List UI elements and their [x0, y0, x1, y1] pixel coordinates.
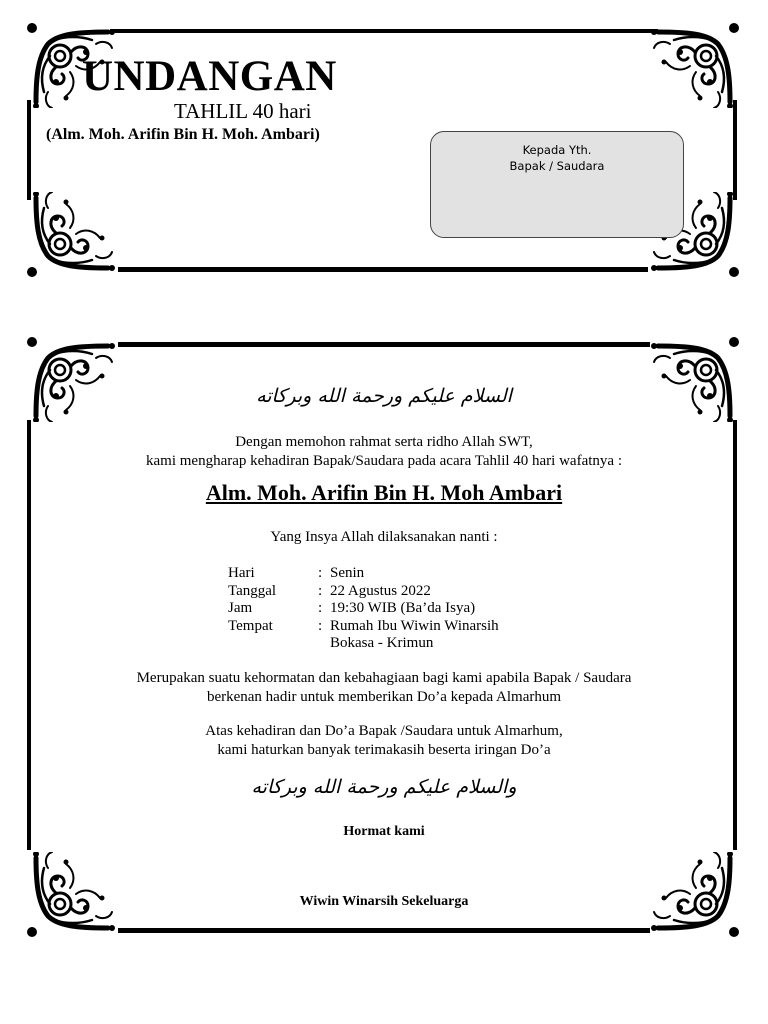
detail-label — [228, 635, 318, 653]
detail-value: 22 Agustus 2022 — [330, 582, 431, 599]
detail-label: Tempat — [228, 617, 273, 634]
detail-colon: : — [318, 600, 323, 616]
closing-paragraph-1-line-2: berkenan hadir untuk memberikan Do’a kepada Almarhum — [206, 689, 562, 705]
closing-paragraph-2-line-2: kami haturkan banyak terimakasih beserta iringan Do’a — [217, 742, 551, 758]
card-bottom-border — [118, 928, 650, 933]
detail-value: 19:30 WIB (Ba’da Isya) — [330, 600, 476, 616]
arabic-greeting: السلام عليكم ورحمة الله وبركاته — [256, 385, 512, 407]
intro-line-1: Dengan memohon rahmat serta ridho Allah SWT, — [235, 434, 533, 450]
detail-row — [228, 635, 499, 653]
deceased-name-header: (Alm. Moh. Arifin Bin H. Moh. Ambari) — [46, 126, 320, 143]
event-details-table — [228, 565, 499, 653]
corner-ornament-icon — [648, 336, 740, 422]
detail-label: Tanggal — [228, 582, 277, 599]
detail-value: Rumah Ibu Wiwin Winarsih — [330, 617, 499, 634]
detail-row — [228, 565, 499, 583]
detail-colon: : — [318, 617, 323, 634]
schedule-intro: Yang Insya Allah dilaksanakan nanti : — [270, 529, 498, 545]
detail-row — [228, 600, 499, 618]
deceased-name: Alm. Moh. Arifin Bin H. Moh Ambari — [205, 480, 563, 505]
address-line-salutation: Bapak / Saudara — [509, 159, 605, 173]
invitation-subtitle: TAHLIL 40 hari — [174, 99, 312, 123]
corner-ornament-icon — [26, 336, 118, 422]
detail-colon: : — [318, 582, 323, 599]
closing-paragraph-1-line-1: Merupakan suatu kehormatan dan kebahagiaan bagi kami apabila Bapak / Saudara — [136, 670, 632, 686]
detail-row — [228, 618, 499, 636]
closing-paragraph-2-line-1: Atas kehadiran dan Do’a Bapak /Saudara untuk Almarhum, — [205, 723, 563, 739]
regards-text: Hormat kami — [343, 824, 425, 839]
arabic-farewell: والسلام عليكم ورحمة الله وبركاته — [251, 776, 517, 798]
detail-value: Senin — [330, 565, 365, 581]
detail-colon: : — [318, 565, 323, 581]
invitation-title: UNDANGAN — [82, 53, 337, 100]
detail-label: Jam — [228, 600, 253, 616]
detail-value: Bokasa - Krimun — [330, 635, 434, 651]
detail-label: Hari — [228, 565, 255, 581]
signature-text: Wiwin Winarsih Sekeluarga — [299, 894, 469, 909]
intro-line-2: kami mengharap kehadiran Bapak/Saudara pada acara Tahlil 40 hari wafatnya : — [146, 453, 622, 469]
detail-row — [228, 583, 499, 601]
card-top-border — [118, 342, 650, 347]
address-line-recipient: Kepada Yth. — [522, 143, 592, 157]
detail-colon — [318, 635, 330, 653]
